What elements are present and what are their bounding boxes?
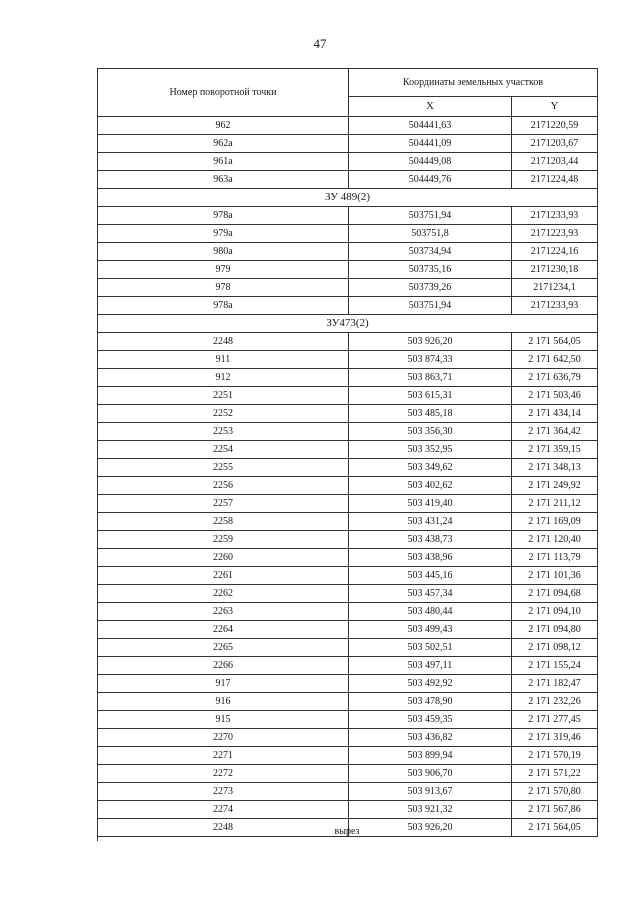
x-coordinate-cell: 503 615,31: [349, 387, 512, 405]
y-coordinate-cell: 2 171 094,10: [512, 603, 598, 621]
y-coordinate-cell: 2 171 434,14: [512, 405, 598, 423]
point-number-cell: 2273: [98, 783, 349, 801]
x-coordinate-cell: 503 445,16: [349, 567, 512, 585]
y-coordinate-cell: 2 171 113,79: [512, 549, 598, 567]
table-row: [98, 729, 598, 747]
table-body: [98, 117, 598, 837]
x-coordinate-cell: 503 438,73: [349, 531, 512, 549]
y-coordinate-cell: 2 171 503,46: [512, 387, 598, 405]
table-row: [98, 387, 598, 405]
point-number-cell: 962а: [98, 135, 349, 153]
table-row: [98, 711, 598, 729]
x-coordinate-cell: 504449,76: [349, 171, 512, 189]
y-coordinate-cell: 2171233,93: [512, 207, 598, 225]
point-number-cell: 2248: [98, 819, 349, 837]
x-coordinate-cell: 503 913,67: [349, 783, 512, 801]
x-coordinate-cell: 503 899,94: [349, 747, 512, 765]
x-coordinate-cell: 503 926,20: [349, 819, 512, 837]
y-coordinate-cell: 2 171 359,15: [512, 441, 598, 459]
point-number-cell: 978а: [98, 207, 349, 225]
table-row: [98, 639, 598, 657]
x-coordinate-cell: 503 492,92: [349, 675, 512, 693]
x-coordinate-cell: 503 874,33: [349, 351, 512, 369]
footer-note: вырез: [334, 826, 360, 837]
y-coordinate-cell: 2 171 571,22: [512, 765, 598, 783]
table-row: [98, 675, 598, 693]
x-coordinate-cell: 503 352,95: [349, 441, 512, 459]
point-number-header: Номер поворотной точки: [98, 69, 349, 117]
x-coordinate-cell: 503 502,51: [349, 639, 512, 657]
y-coordinate-cell: 2 171 094,68: [512, 585, 598, 603]
point-number-cell: 2258: [98, 513, 349, 531]
y-coordinate-cell: 2171203,44: [512, 153, 598, 171]
table-row: [98, 423, 598, 441]
table-row: [98, 405, 598, 423]
x-coordinate-cell: 503 921,32: [349, 801, 512, 819]
y-coordinate-cell: 2 171 636,79: [512, 369, 598, 387]
x-coordinate-cell: 503 419,40: [349, 495, 512, 513]
table-row: [98, 747, 598, 765]
point-number-cell: 980а: [98, 243, 349, 261]
x-coordinate-cell: 503 478,90: [349, 693, 512, 711]
table-row: [98, 297, 598, 315]
table-row: [98, 459, 598, 477]
y-coordinate-cell: 2171230,18: [512, 261, 598, 279]
point-number-cell: 2266: [98, 657, 349, 675]
x-coordinate-cell: 503 349,62: [349, 459, 512, 477]
table-row: [98, 603, 598, 621]
table-row: [98, 171, 598, 189]
table-row: [98, 531, 598, 549]
point-number-cell: 916: [98, 693, 349, 711]
y-coordinate-cell: 2 171 098,12: [512, 639, 598, 657]
x-coordinate-cell: 503 499,43: [349, 621, 512, 639]
x-coordinate-cell: 503 906,70: [349, 765, 512, 783]
x-coordinate-cell: 503 356,30: [349, 423, 512, 441]
x-coordinate-cell: 503 459,35: [349, 711, 512, 729]
y-coordinate-cell: 2171233,93: [512, 297, 598, 315]
section-header-row: [98, 189, 598, 207]
point-number-cell: 2263: [98, 603, 349, 621]
point-number-cell: 911: [98, 351, 349, 369]
point-number-cell: 2256: [98, 477, 349, 495]
x-coordinate-cell: 504441,09: [349, 135, 512, 153]
y-coordinate-cell: 2 171 319,46: [512, 729, 598, 747]
page-number: 47: [313, 36, 327, 51]
table-row: [98, 153, 598, 171]
x-coordinate-cell: 503 436,82: [349, 729, 512, 747]
table-row: [98, 351, 598, 369]
y-coordinate-cell: 2 171 570,19: [512, 747, 598, 765]
table-row: [98, 135, 598, 153]
point-number-cell: 2255: [98, 459, 349, 477]
y-coordinate-cell: 2 171 567,86: [512, 801, 598, 819]
point-number-cell: 2248: [98, 333, 349, 351]
point-number-cell: 917: [98, 675, 349, 693]
point-number-cell: 2259: [98, 531, 349, 549]
x-coordinate-cell: 503735,16: [349, 261, 512, 279]
point-number-cell: 962: [98, 117, 349, 135]
point-number-cell: 2265: [98, 639, 349, 657]
y-coordinate-cell: 2171224,16: [512, 243, 598, 261]
x-coordinate-cell: 503 438,96: [349, 549, 512, 567]
y-coordinate-cell: 2 171 564,05: [512, 819, 598, 837]
table-row: [98, 765, 598, 783]
x-coordinate-cell: 503751,8: [349, 225, 512, 243]
table-row: [98, 243, 598, 261]
x-coordinate-cell: 503 485,18: [349, 405, 512, 423]
x-coordinate-cell: 503734,94: [349, 243, 512, 261]
y-coordinate-cell: 2 171 364,42: [512, 423, 598, 441]
y-coordinate-cell: 2 171 642,50: [512, 351, 598, 369]
x-coordinate-cell: 503 431,24: [349, 513, 512, 531]
x-coordinate-cell: 503 457,34: [349, 585, 512, 603]
table-row: [98, 369, 598, 387]
y-coordinate-cell: 2171223,93: [512, 225, 598, 243]
table-row: [98, 549, 598, 567]
table-row: [98, 477, 598, 495]
point-number-cell: 961а: [98, 153, 349, 171]
x-coordinate-cell: 503 480,44: [349, 603, 512, 621]
x-coordinate-cell: 503 497,11: [349, 657, 512, 675]
point-number-cell: 2270: [98, 729, 349, 747]
x-coordinate-cell: 503751,94: [349, 297, 512, 315]
x-coordinate-cell: 503751,94: [349, 207, 512, 225]
point-number-cell: 978а: [98, 297, 349, 315]
point-number-cell: 979: [98, 261, 349, 279]
y-coordinate-cell: 2 171 120,40: [512, 531, 598, 549]
section-title: ЗУ473(2): [98, 315, 598, 333]
y-coordinate-cell: 2 171 094,80: [512, 621, 598, 639]
table-row: [98, 585, 598, 603]
y-coordinate-cell: 2171220,59: [512, 117, 598, 135]
y-coordinate-cell: 2 171 249,92: [512, 477, 598, 495]
table-row: [98, 261, 598, 279]
table-row: [98, 801, 598, 819]
table-row: [98, 207, 598, 225]
y-coordinate-cell: 2 171 564,05: [512, 333, 598, 351]
section-header-row: [98, 315, 598, 333]
y-coordinate-cell: 2171234,1: [512, 279, 598, 297]
x-header: X: [349, 97, 512, 117]
point-number-cell: 2252: [98, 405, 349, 423]
x-coordinate-cell: 504441,63: [349, 117, 512, 135]
y-coordinate-cell: 2 171 101,36: [512, 567, 598, 585]
point-number-cell: 2253: [98, 423, 349, 441]
y-coordinate-cell: 2171224,48: [512, 171, 598, 189]
y-coordinate-cell: 2 171 232,26: [512, 693, 598, 711]
y-coordinate-cell: 2 171 182,47: [512, 675, 598, 693]
coordinates-header: Координаты земельных участков: [349, 69, 598, 97]
x-coordinate-cell: 503 402,62: [349, 477, 512, 495]
point-number-cell: 2262: [98, 585, 349, 603]
section-title: ЗУ 489(2): [98, 189, 598, 207]
point-number-cell: 2264: [98, 621, 349, 639]
table-row: [98, 495, 598, 513]
y-coordinate-cell: 2 171 211,12: [512, 495, 598, 513]
table-row: [98, 117, 598, 135]
y-header: Y: [512, 97, 598, 117]
point-number-cell: 2274: [98, 801, 349, 819]
y-coordinate-cell: 2 171 169,09: [512, 513, 598, 531]
table-row: [98, 783, 598, 801]
table-row: [98, 621, 598, 639]
point-number-cell: 912: [98, 369, 349, 387]
table-row: [98, 693, 598, 711]
table-row: [98, 225, 598, 243]
table-row: [98, 441, 598, 459]
point-number-cell: 2272: [98, 765, 349, 783]
point-number-cell: 978: [98, 279, 349, 297]
point-number-cell: 2261: [98, 567, 349, 585]
y-coordinate-cell: 2 171 155,24: [512, 657, 598, 675]
point-number-cell: 979а: [98, 225, 349, 243]
y-coordinate-cell: 2 171 570,80: [512, 783, 598, 801]
y-coordinate-cell: 2 171 277,45: [512, 711, 598, 729]
x-coordinate-cell: 503 926,20: [349, 333, 512, 351]
table-row: [98, 567, 598, 585]
x-coordinate-cell: 503 863,71: [349, 369, 512, 387]
table-header: [98, 69, 598, 117]
table-row: [98, 513, 598, 531]
x-coordinate-cell: 503739,26: [349, 279, 512, 297]
point-number-cell: 2251: [98, 387, 349, 405]
table-row: [98, 657, 598, 675]
table-row: [98, 279, 598, 297]
y-coordinate-cell: 2 171 348,13: [512, 459, 598, 477]
x-coordinate-cell: 504449,08: [349, 153, 512, 171]
table-row: [98, 333, 598, 351]
coordinates-table: [97, 68, 598, 837]
y-coordinate-cell: 2171203,67: [512, 135, 598, 153]
point-number-cell: 2257: [98, 495, 349, 513]
point-number-cell: 915: [98, 711, 349, 729]
point-number-cell: 2254: [98, 441, 349, 459]
point-number-cell: 963а: [98, 171, 349, 189]
point-number-cell: 2260: [98, 549, 349, 567]
point-number-cell: 2271: [98, 747, 349, 765]
